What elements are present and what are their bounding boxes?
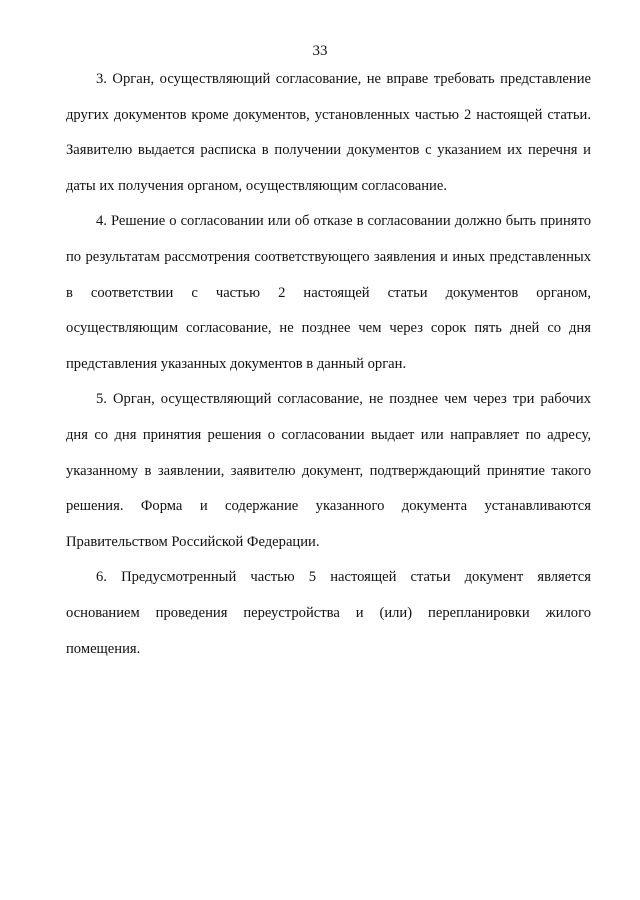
page-number: 33: [312, 43, 328, 59]
paragraph-6: 6. Предусмотренный частью 5 настоящей статьи документ является основанием проведения переустройства и (или) перепланировки жилого помещения.: [66, 569, 591, 657]
paragraph-3: 3. Орган, осуществляющий согласование, не вправе требовать представление других документов кроме документов, установленных частью 2 настоящей статьи. Заявителю выдается расписка в получении документов с указанием их перечня и даты их получения органом, осуществляющим согласование.: [66, 71, 591, 194]
paragraph-5: 5. Орган, осуществляющий согласование, не позднее чем через три рабочих дня со дня принятия решения о согласовании выдает или направляет по адресу, указанному в заявлении, заявителю документ, подтверждающий принятие такого решения. Форма и содержание указанного документа устанавливаются Правительством Российской Федерации.: [66, 391, 591, 550]
document-body: [66, 62, 591, 667]
paragraph-4: 4. Решение о согласовании или об отказе в согласовании должно быть принято по результатам рассмотрения соответствующего заявления и иных представленных в соответствии с частью 2 настоящей статьи документов органом, осуществляющим согласование, не позднее чем через сорок пять дней со дня представления указанных документов в данный орган.: [66, 213, 591, 372]
